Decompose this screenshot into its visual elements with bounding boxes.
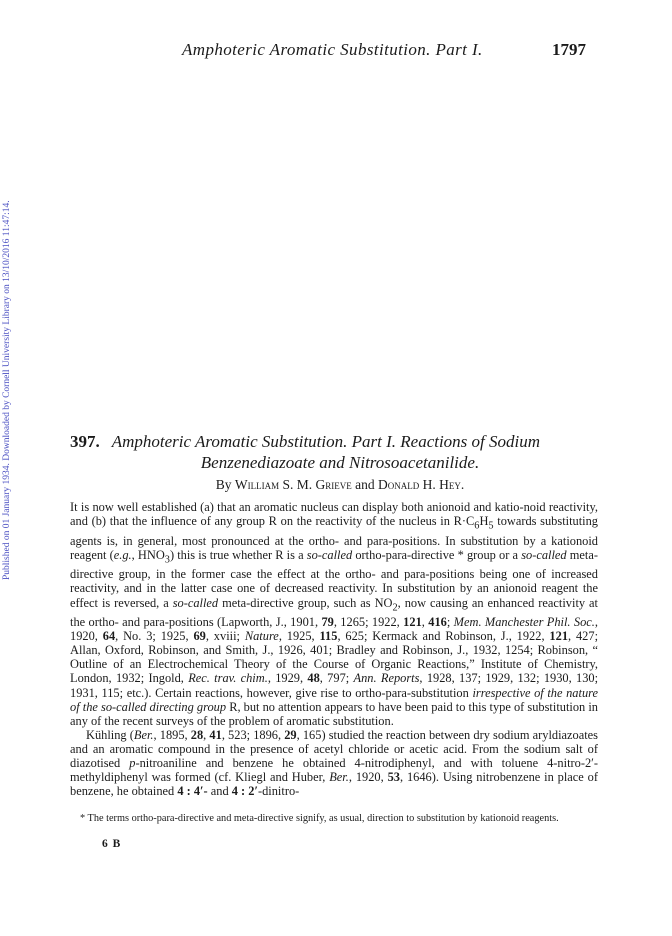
text-run: -nitroaniline and benzene he obtained 4-nitrodiphenyl, and with toluene 4-nitro-2′-methyldiphenyl was formed (cf. Kliegl and Huber, [70, 756, 598, 785]
text-run: , 523; 1896, [221, 727, 285, 742]
download-watermark-text: Published on 01 January 1934. Downloaded by Cornell University Library on 13/10/2016 11:47:14. [2, 200, 12, 580]
text-run: , [203, 727, 210, 742]
article-title-text-1: Amphoteric Aromatic Substitution. Part I. Reactions of Sodium [111, 432, 541, 451]
text-run: , 1925, [278, 629, 320, 644]
italic-run: so-called [306, 547, 353, 562]
volume-number: 48 [307, 671, 320, 686]
signature-mark: 6 B [102, 838, 122, 850]
text-run: , xviii; [205, 629, 245, 644]
subscript: 3 [164, 554, 170, 566]
text-run: , No. 3; 1925, [115, 629, 194, 644]
page-number: 1797 [552, 40, 586, 59]
journal-name: Rec. trav. chim. [188, 671, 268, 686]
text-run: , 165) studied the reaction between dry sodium aryldiazoates and an aromatic compound in the presence of acetyl chloride or acetic acid. From the sodium salt of diazotised [70, 727, 599, 770]
volume-number: 64 [102, 629, 116, 644]
text-run: , 1646). Using nitrobenzene in place of benzene, he obtained [70, 770, 598, 799]
paragraph-2 [70, 728, 598, 798]
subscript: 5 [488, 520, 494, 532]
text-run: H [479, 514, 489, 529]
article-title [70, 432, 610, 473]
text-run: , 1929, [267, 671, 308, 686]
author-2: Donald H. Hey. [378, 477, 465, 492]
text-run: , 1265; 1922, [333, 615, 404, 630]
body-text [70, 500, 598, 798]
text-run: ; [446, 615, 454, 630]
italic-run: p [129, 756, 136, 770]
text-run: , HNO [131, 547, 165, 562]
journal-name: Ber. [133, 727, 154, 742]
text-run: , 797; [319, 671, 354, 686]
volume-number: 53 [387, 770, 400, 785]
bold-run: 4 : 4′- [177, 784, 208, 799]
bold-run: 4 : 2′ [231, 784, 258, 799]
running-title: Amphoteric Aromatic Substitution. Part I. [182, 40, 483, 59]
text-run: , 1920, [348, 770, 388, 785]
volume-number: 121 [403, 615, 422, 630]
text-run: It is now well established (a) that an aromatic nucleus can display both anionoid and katio-noid reactivity, and (b) that the influence of any group R on the reactivity of the nucleus in R·C [70, 500, 598, 529]
text-run: , 1920, [70, 615, 599, 644]
italic-run: irrespective of the nature of the so-called directing group [70, 685, 599, 714]
volume-number: 29 [284, 727, 297, 742]
text-run: ortho-para-directive * group or a [352, 547, 522, 562]
volume-number: 69 [193, 629, 206, 644]
footnote: * The terms ortho-para-directive and meta-directive signify, as usual, direction to substitution by kationoid reagents. [80, 813, 559, 824]
paragraph-1 [70, 500, 598, 728]
volume-number: 79 [321, 615, 334, 630]
subscript: 6 [474, 520, 480, 532]
text-run: -dinitro- [257, 784, 300, 799]
journal-name: Mem. Manchester Phil. Soc. [453, 615, 595, 630]
italic-run: e.g. [113, 547, 132, 562]
article-number: 397. [70, 432, 100, 451]
text-run: ) this is true whether R is a [169, 547, 307, 562]
text-run: , 625; Kermack and Robinson, J., 1922, [337, 629, 550, 644]
volume-number: 41 [209, 727, 222, 742]
article-title-line-2: Benzenediazoate and Nitrosoacetanilide. [200, 453, 480, 472]
download-watermark [2, 140, 16, 580]
journal-name: Ann. Reports [353, 671, 420, 686]
text-run: , 1895, [153, 727, 191, 742]
text-run: Kühling ( [86, 727, 134, 742]
and-word: and [355, 477, 375, 492]
text-run: towards substituting agents is, in general, most pronounced at the ortho- and para-positions. In substitution by a kationoid reagent ( [70, 514, 598, 562]
volume-number: 416 [428, 615, 447, 630]
author-1: William S. M. Grieve [234, 477, 352, 492]
text-run: , [421, 615, 429, 630]
volume-number: 115 [319, 629, 338, 644]
journal-name: Ber. [329, 770, 349, 785]
volume-number: 28 [190, 727, 204, 742]
text-run: and [207, 784, 232, 799]
volume-number: 121 [549, 629, 569, 644]
text-run: R, but no attention appears to have been paid to this type of substitution in any of the recent surveys of the problem of aromatic substitution. [70, 699, 598, 728]
italic-run: so-called [521, 547, 567, 562]
subscript: 2 [392, 601, 398, 613]
text-run: , 1928, 137; 1929, 132; 1930, 130; 1931, 115; etc.). Certain reactions, however, give rise to ortho-para-substitution [70, 671, 599, 700]
text-run: meta-directive group, such as NO [218, 595, 393, 610]
text-run: , 427; Allan, Oxford, Robinson, and Smith, J., 1926, 401; Bradley and Robinson, J., 1932, 1254; Robinson, “ Outline of an Electrochemical Theory of the Course of Organic Reactions,” Institute of Chemistry, London, 1932; Ingold, [70, 629, 599, 686]
text-run: meta-directive group, in the former case the effect at the ortho- and para-positions being one of increased reactivity, and in the latter case one of decreased reactivity. In substitution by an anionoid reagent the effect is reversed, a [70, 547, 598, 610]
article-title-line-1 [70, 432, 610, 452]
journal-name: Nature [244, 629, 279, 644]
author-line [70, 477, 610, 493]
by-word: By [215, 477, 232, 492]
italic-run: so-called [172, 595, 219, 610]
text-run: , now causing an enhanced reactivity at the ortho- and para-positions (Lapworth, J., 1901, [70, 595, 598, 630]
